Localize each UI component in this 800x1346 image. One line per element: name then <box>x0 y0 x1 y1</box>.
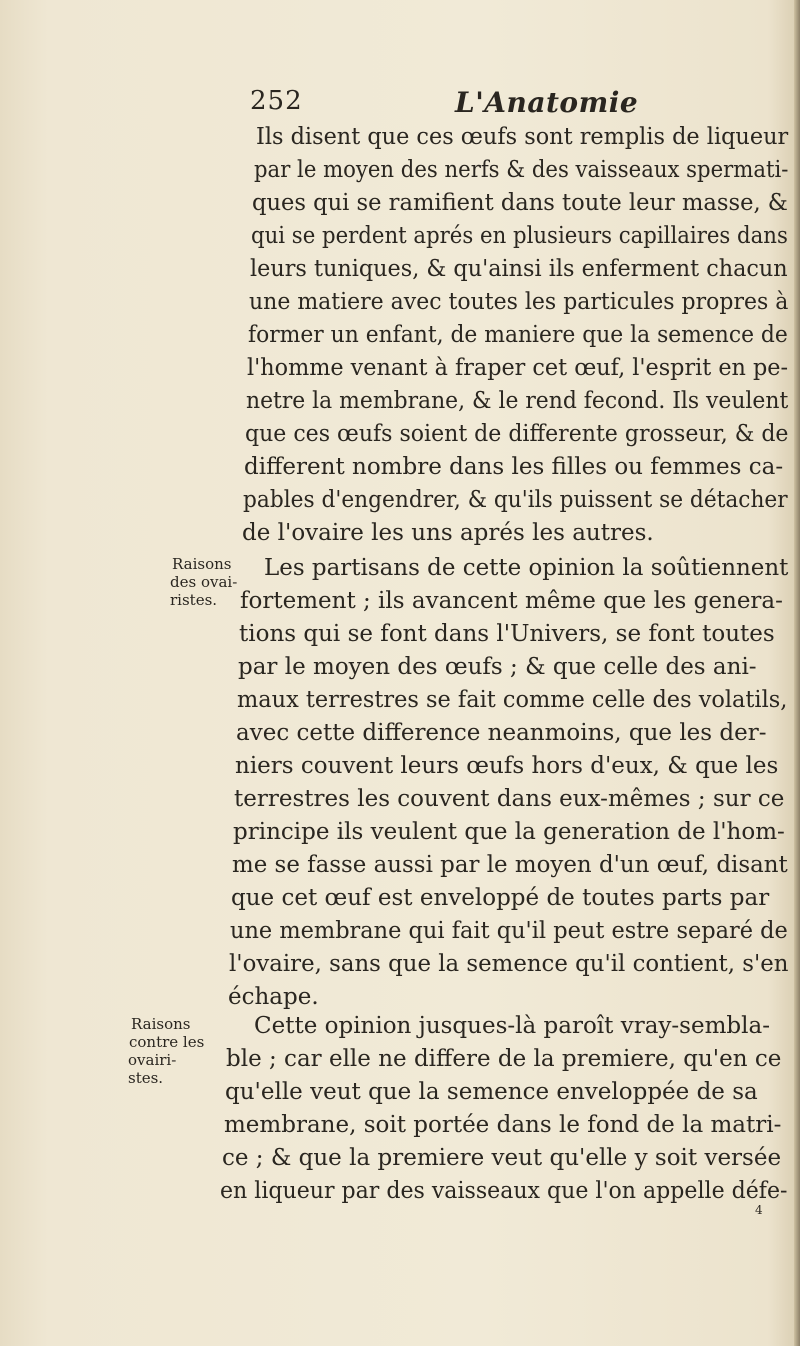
margin-note-line: Raisons <box>131 1015 191 1033</box>
text-line: Cette opinion jusques-là paroît vray-sembla- <box>254 1013 770 1039</box>
text-line: échape. <box>228 984 319 1010</box>
page-number: 252 <box>250 86 303 116</box>
text-line: principe ils veulent que la generation de l'hom- <box>233 819 785 845</box>
text-line: une matiere avec toutes les particules propres à <box>249 289 789 315</box>
text-line: ques qui se ramifient dans toute leur masse, & <box>252 190 788 216</box>
text-line: par le moyen des nerfs & des vaisseaux spermati- <box>254 157 789 183</box>
margin-note-line: contre les <box>129 1033 205 1051</box>
text-line: que ces œufs soient de differente grosseur, & de <box>245 421 789 447</box>
text-line: avec cette difference neanmoins, que les der- <box>236 720 767 746</box>
text-line: de l'ovaire les uns aprés les autres. <box>242 520 654 546</box>
text-line: leurs tuniques, & qu'ainsi ils enferment chacun <box>250 256 788 282</box>
margin-note-line: des ovai- <box>170 573 238 591</box>
margin-note-line: ristes. <box>170 591 218 609</box>
text-line: Les partisans de cette opinion la soûtiennent <box>264 555 789 581</box>
margin-note-line: Raisons <box>172 555 232 573</box>
text-line: maux terrestres se fait comme celle des volatils, <box>237 687 788 713</box>
text-line: tions qui se font dans l'Univers, se font toutes <box>239 621 775 647</box>
text-line: former un enfant, de maniere que la semence de <box>248 322 788 348</box>
text-line: membrane, soit portée dans le fond de la matri- <box>224 1112 782 1138</box>
text-line: Ils disent que ces œufs sont remplis de liqueur <box>256 124 789 150</box>
text-line: une membrane qui fait qu'il peut estre separé de <box>230 918 788 944</box>
text-line: qui se perdent aprés en plusieurs capillaires dans <box>251 223 788 249</box>
text-line: ce ; & que la premiere veut qu'elle y soit versée <box>222 1145 782 1171</box>
text-line: l'ovaire, sans que la semence qu'il contient, s'en <box>229 951 789 977</box>
margin-note-line: stes. <box>128 1069 164 1087</box>
text-line: par le moyen des œufs ; & que celle des ani- <box>238 654 757 680</box>
text-line: niers couvent leurs œufs hors d'eux, & que les <box>235 753 779 779</box>
text-line: netre la membrane, & le rend fecond. Ils veulent <box>246 388 789 414</box>
running-title: L'Anatomie <box>455 86 639 119</box>
text-line: que cet œuf est enveloppé de toutes parts par <box>231 885 770 911</box>
text-line: qu'elle veut que la semence enveloppée de sa <box>225 1079 758 1105</box>
text-line: ble ; car elle ne differe de la premiere, qu'en ce <box>226 1046 782 1072</box>
text-line: me se fasse aussi par le moyen d'un œuf, disant <box>232 852 788 878</box>
text-line: different nombre dans les filles ou femmes ca- <box>244 454 784 480</box>
page-header <box>250 86 639 126</box>
margin-note-line: ovairi- <box>128 1051 177 1069</box>
text-line: terrestres les couvent dans eux-mêmes ; sur ce <box>234 786 785 812</box>
text-line: en liqueur par des vaisseaux que l'on appelle défe- <box>220 1178 788 1204</box>
catchword: 4 <box>755 1203 763 1217</box>
text-line: l'homme venant à fraper cet œuf, l'esprit en pe- <box>247 355 789 381</box>
page-edge <box>794 0 800 1346</box>
text-line: fortement ; ils avancent même que les genera- <box>240 588 783 614</box>
text-line: pables d'engendrer, & qu'ils puissent se détacher <box>243 487 788 513</box>
